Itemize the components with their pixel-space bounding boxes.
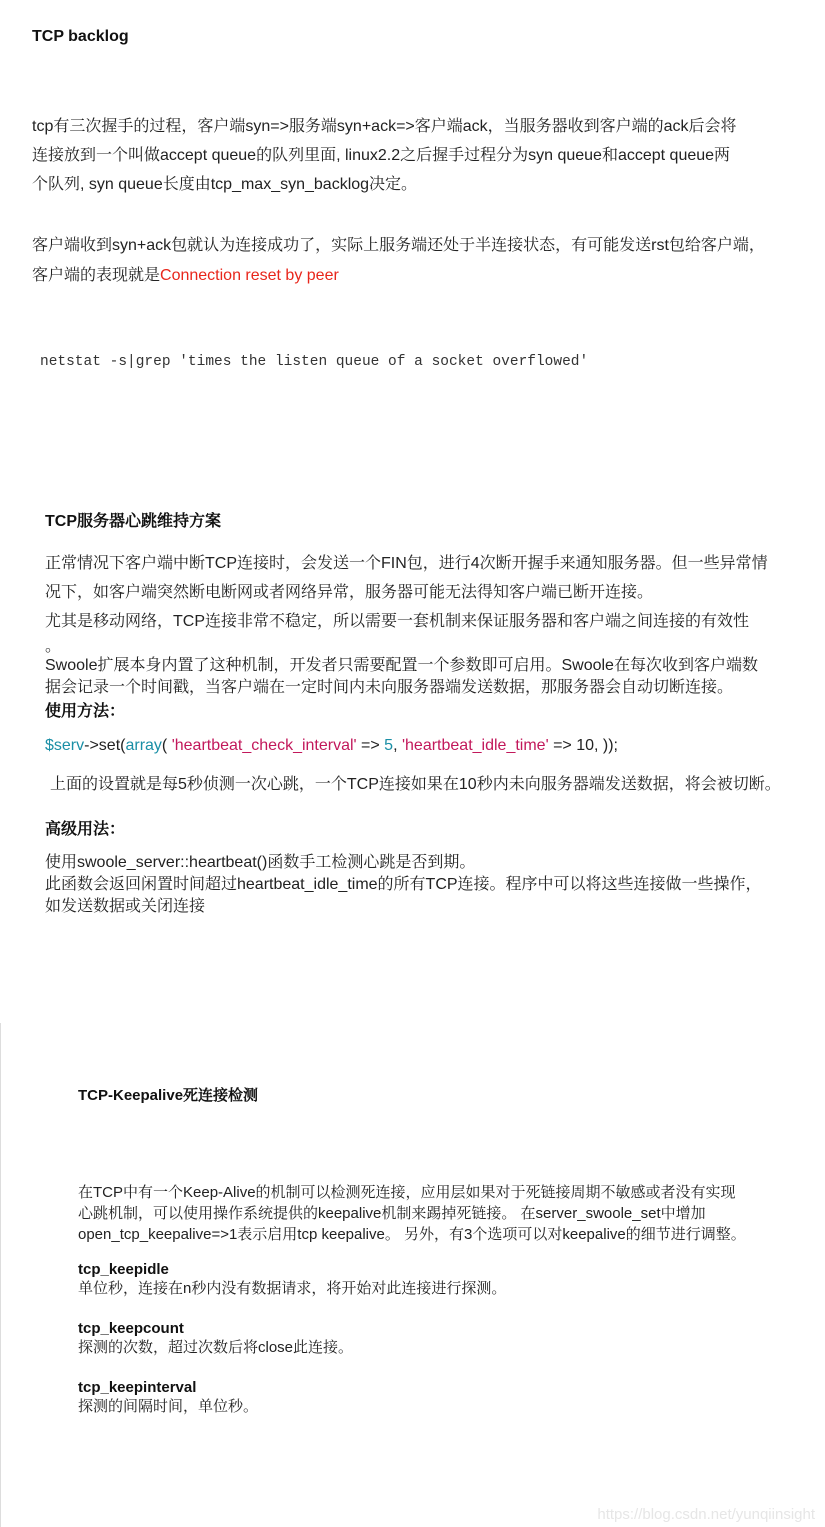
heartbeat-line: 尤其是移动网络，TCP连接非常不稳定，所以需要一套机制来保证服务器和客户端之间连接的有效性 xyxy=(45,613,750,630)
reset-line-prefix: 客户端的表现就是 xyxy=(32,267,161,284)
option-tcp-keepinterval xyxy=(78,1379,258,1417)
option-desc: 探测的次数，超过次数后将close此连接。 xyxy=(78,1339,354,1356)
code-set: ->set( xyxy=(84,737,126,754)
advanced-line: 此函数会返回闲置时间超过heartbeat_idle_time的所有TCP连接。程序中可以将这些连接做一些操作， xyxy=(45,876,762,893)
keepalive-paragraph xyxy=(78,1182,818,1245)
heartbeat-line: 正常情况下客户端中断TCP连接时，会发送一个FIN包，进行4次断开握手来通知服务器。但一些异常情 xyxy=(45,555,768,572)
left-border-line xyxy=(0,1023,1,1527)
code-val-5: 5 xyxy=(384,737,394,754)
code-var: $serv xyxy=(45,737,85,754)
code-op: => xyxy=(356,737,385,754)
connection-reset-highlight: Connection reset by peer xyxy=(160,267,339,284)
option-name: tcp_keepidle xyxy=(78,1261,169,1278)
backlog-line: 个队列, syn queue长度由tcp_max_syn_backlog决定。 xyxy=(32,176,418,193)
reset-line xyxy=(32,261,822,291)
code-comma: , xyxy=(393,737,402,754)
heartbeat-line: 况下，如客户端突然断电断网或者网络异常，服务器可能无法得知客户端已断开连接。 xyxy=(45,584,654,601)
swoole-paragraph xyxy=(45,655,815,699)
code-array: array xyxy=(125,737,162,754)
option-desc: 探测的间隔时间，单位秒。 xyxy=(78,1398,259,1415)
option-name: tcp_keepcount xyxy=(78,1320,184,1337)
option-tcp-keepcount xyxy=(78,1320,353,1358)
reset-paragraph xyxy=(32,231,822,291)
section-title-heartbeat: TCP服务器心跳维持方案 xyxy=(45,513,222,530)
keepalive-line: open_tcp_keepalive=>1表示启用tcp keepalive。 另外，有3个选项可以对keepalive的细节进行调整。 xyxy=(78,1226,746,1243)
watermark: https://blog.csdn.net/yunqiinsight xyxy=(597,1506,815,1523)
backlog-paragraph xyxy=(32,112,812,199)
heartbeat-period: 。 xyxy=(45,638,62,655)
keepalive-line: 心跳机制，可以使用操作系统提供的keepalive机制来踢掉死链接。 在server_swoole_set中增加 xyxy=(78,1205,706,1222)
swoole-line: Swoole扩展本身内置了这种机制，开发者只需要配置一个参数即可启用。Swoole在每次收到客户端数 xyxy=(45,657,758,674)
option-tcp-keepidle xyxy=(78,1261,506,1299)
keepalive-line: 在TCP中有一个Keep-Alive的机制可以检测死连接，应用层如果对于死链接周期不敏感或者没有实现 xyxy=(78,1184,736,1201)
section-title-tcp-backlog: TCP backlog xyxy=(32,28,129,45)
heartbeat-code xyxy=(45,737,618,755)
code-open: ( xyxy=(161,737,172,754)
advanced-line: 使用swoole_server::heartbeat()函数手工检测心跳是否到期。 xyxy=(45,854,476,871)
code-key-check-interval: 'heartbeat_check_interval' xyxy=(171,737,357,754)
backlog-line: tcp有三次握手的过程，客户端syn=>服务端syn+ack=>客户端ack，当服务器收到客户端的ack后会将 xyxy=(32,118,737,135)
option-desc: 单位秒，连接在n秒内没有数据请求，将开始对此连接进行探测。 xyxy=(78,1280,507,1297)
advanced-line: 如发送数据或关闭连接 xyxy=(45,898,206,915)
code-tail: => 10, )); xyxy=(548,737,618,754)
swoole-line: 据会记录一个时间戳，当客户端在一定时间内未向服务器端发送数据，那服务器会自动切断连接。 xyxy=(45,679,734,696)
netstat-command: netstat -s|grep 'times the listen queue of a socket overflowed' xyxy=(40,354,589,370)
heartbeat-paragraph xyxy=(45,549,815,636)
backlog-line: 连接放到一个叫做accept queue的队列里面, linux2.2之后握手过程分为syn queue和accept queue两 xyxy=(32,147,731,164)
advanced-label: 高级用法： xyxy=(45,821,126,838)
advanced-paragraph xyxy=(45,852,815,918)
usage-description: 上面的设置就是每5秒侦测一次心跳，一个TCP连接如果在10秒内未向服务器端发送数据，将会被切断。 xyxy=(50,776,781,793)
code-key-idle-time: 'heartbeat_idle_time' xyxy=(401,737,549,754)
section-title-keepalive: TCP-Keepalive死连接检测 xyxy=(78,1087,259,1104)
option-name: tcp_keepinterval xyxy=(78,1379,197,1396)
usage-label: 使用方法： xyxy=(45,703,126,720)
reset-line: 客户端收到syn+ack包就认为连接成功了，实际上服务端还处于半连接状态，有可能发送rst包给客户端， xyxy=(32,237,765,254)
